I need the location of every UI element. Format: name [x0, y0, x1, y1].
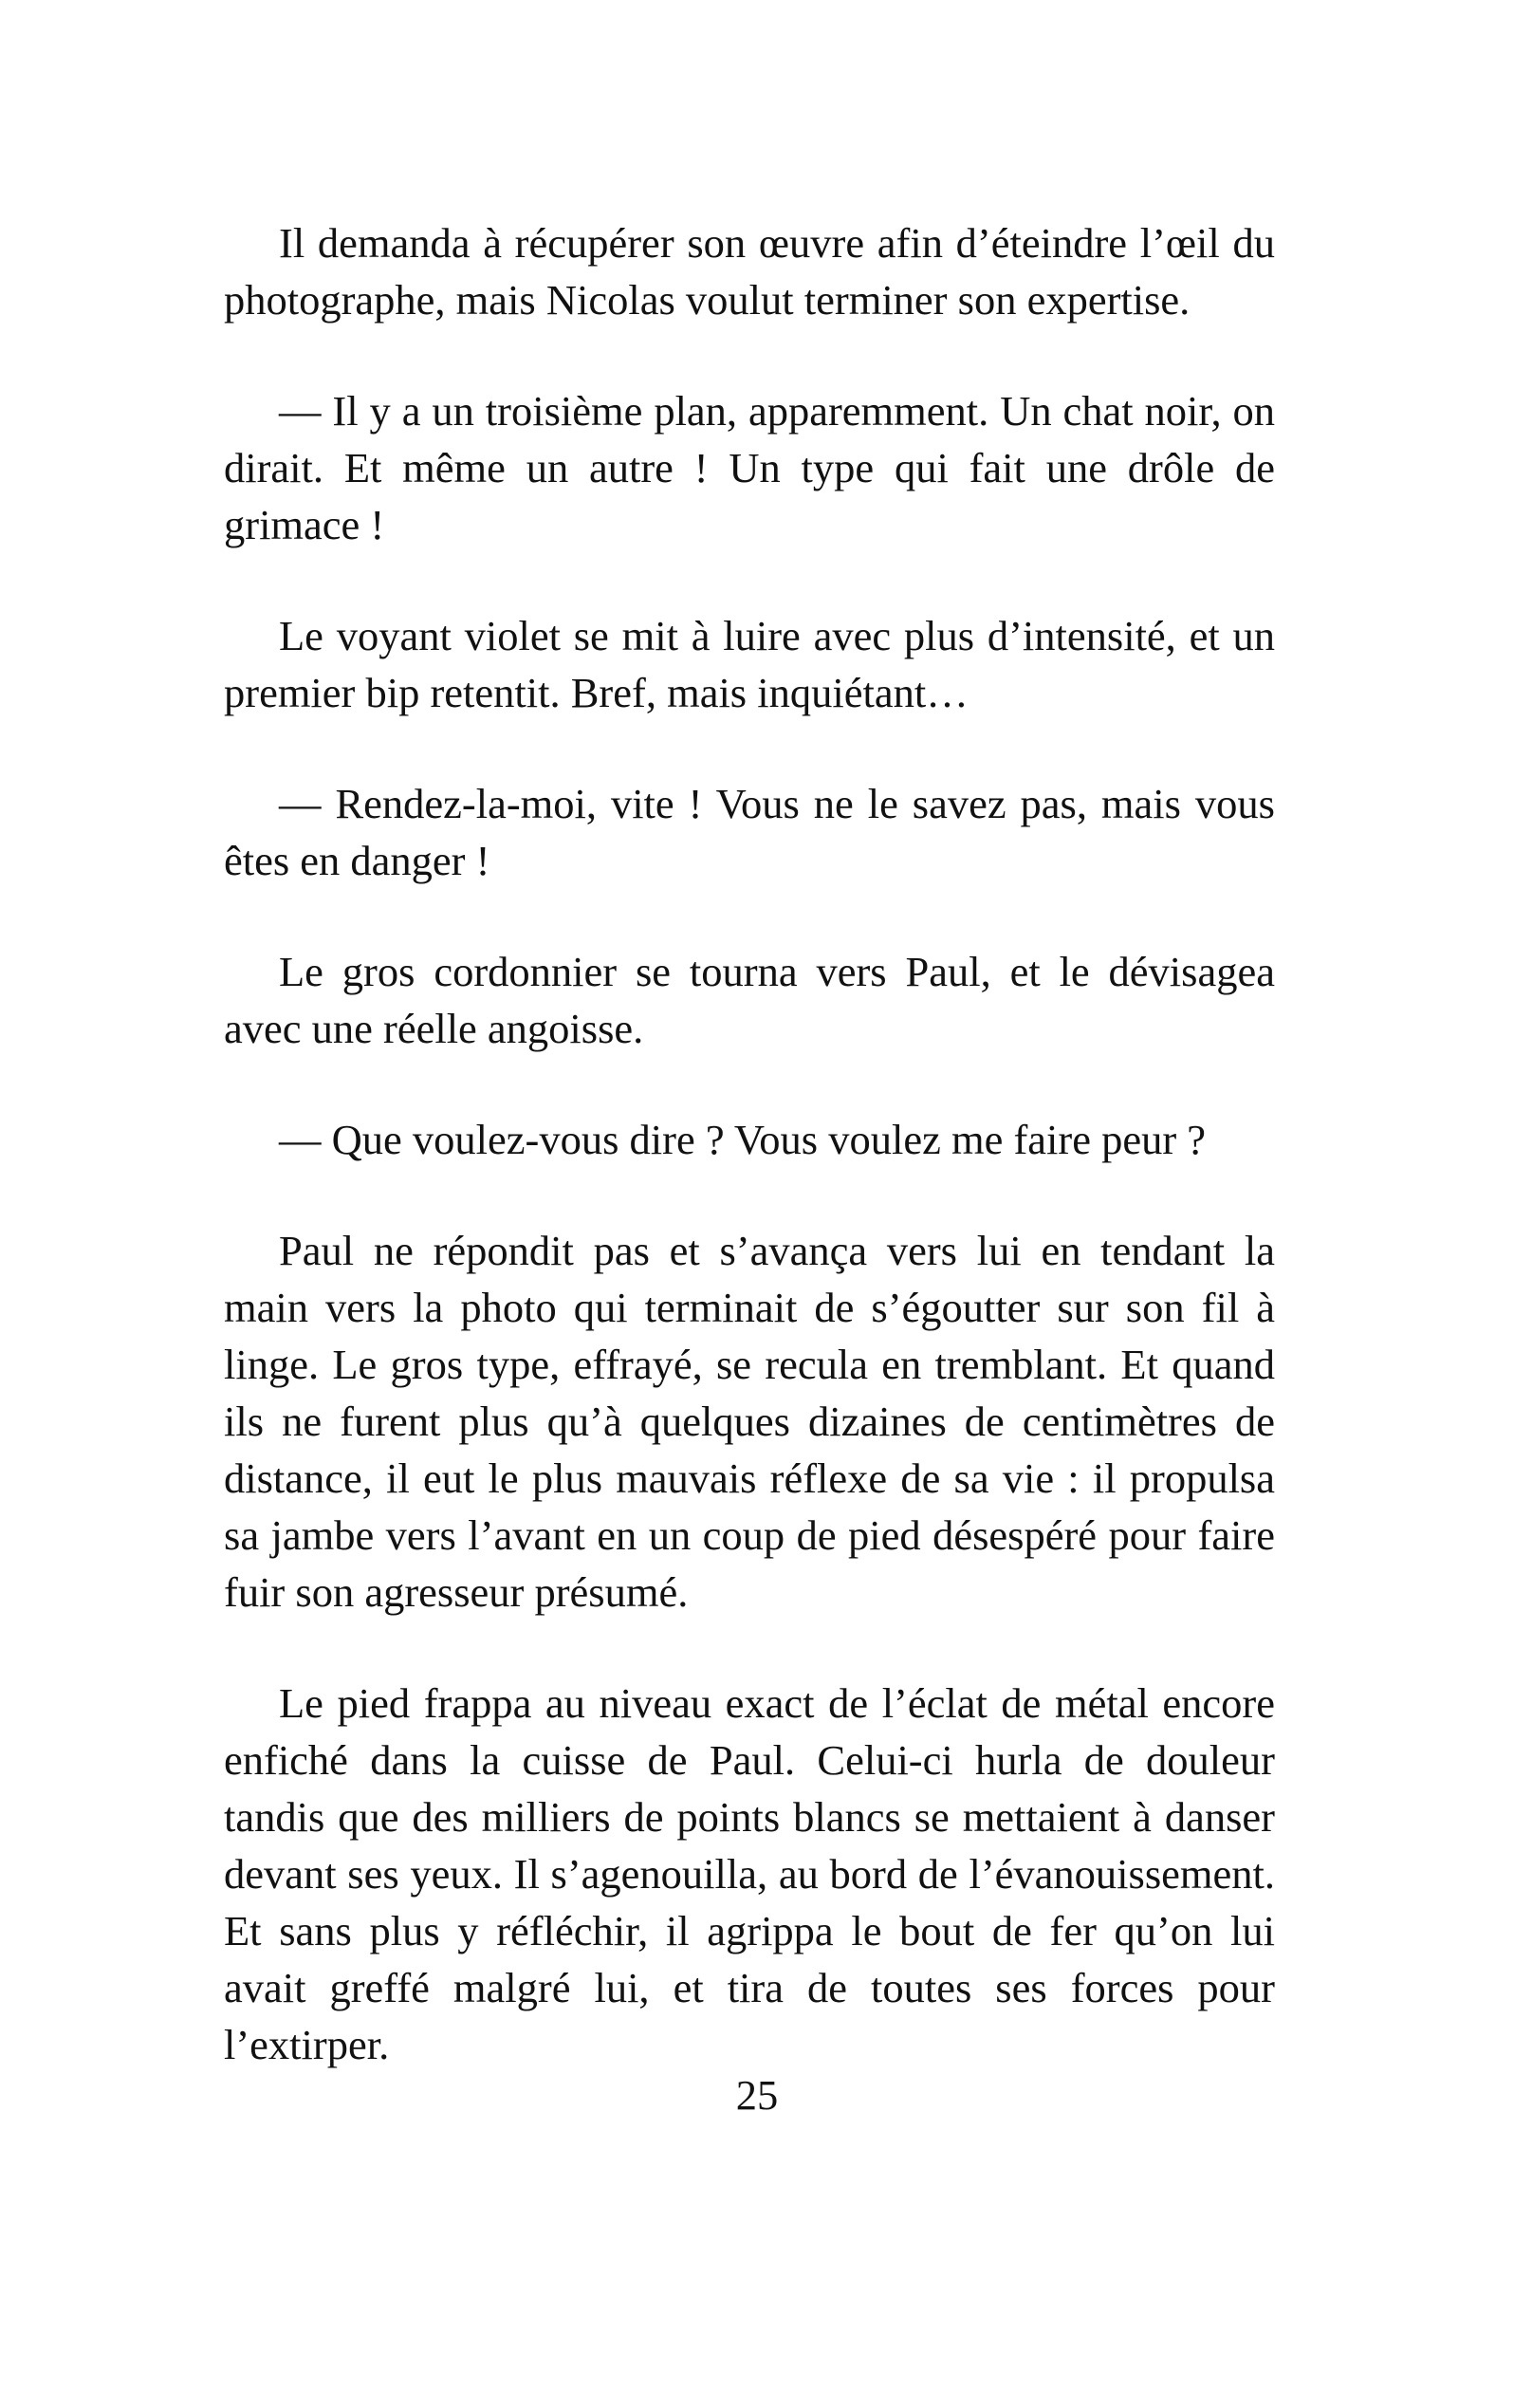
paragraph-4-dialogue: — Rendez-la-moi, vite ! Vous ne le savez pas, mais vous êtes en danger ! [224, 780, 1275, 884]
body-text [224, 214, 1275, 2127]
paragraph-5: Le gros cordonnier se tourna vers Paul, et le dévisagea avec une réelle angoisse. [224, 948, 1275, 1052]
page-number: 25 [735, 2071, 779, 2119]
paragraph-8: Le pied frappa au niveau exact de l’éclat de métal encore enfiché dans la cuisse de Paul. Celui-ci hurla de douleur tandis que des milliers de points blancs se mettaient à danser devant ses yeux. Il s’agenouilla, au bord de l’évanouissement. Et sans plus y réfléchir, il agrippa le bout de fer qu’on lui avait greffé malgré lui, et tira de toutes ses forces pour l’extirper. [224, 1679, 1275, 2068]
paragraph-6-dialogue: — Que voulez-vous dire ? Vous voulez me faire peur ? [279, 1116, 1207, 1163]
paragraph-7: Paul ne répondit pas et s’avança vers lui en tendant la main vers la photo qui terminait de s’égoutter sur son fil à linge. Le gros type, effrayé, se recula en tremblant. Et quand ils ne furent plus qu’à quelques dizaines de centimètres de distance, il eut le plus mauvais réflexe de sa vie : il propulsa sa jambe vers l’avant en un coup de pied désespéré pour faire fuir son agresseur présumé. [224, 1227, 1275, 1616]
paragraph-1: Il demanda à récupérer son œuvre afin d’éteindre l’œil du photographe, mais Nicolas voulut terminer son expertise. [224, 219, 1275, 324]
paragraph-2-dialogue: — Il y a un troisième plan, apparemment. Un chat noir, on dirait. Et même un autre ! Un type qui fait une drôle de grimace ! [224, 387, 1275, 548]
paragraph-3: Le voyant violet se mit à luire avec plus d’intensité, et un premier bip retentit. Bref, mais inquiétant… [224, 612, 1275, 716]
